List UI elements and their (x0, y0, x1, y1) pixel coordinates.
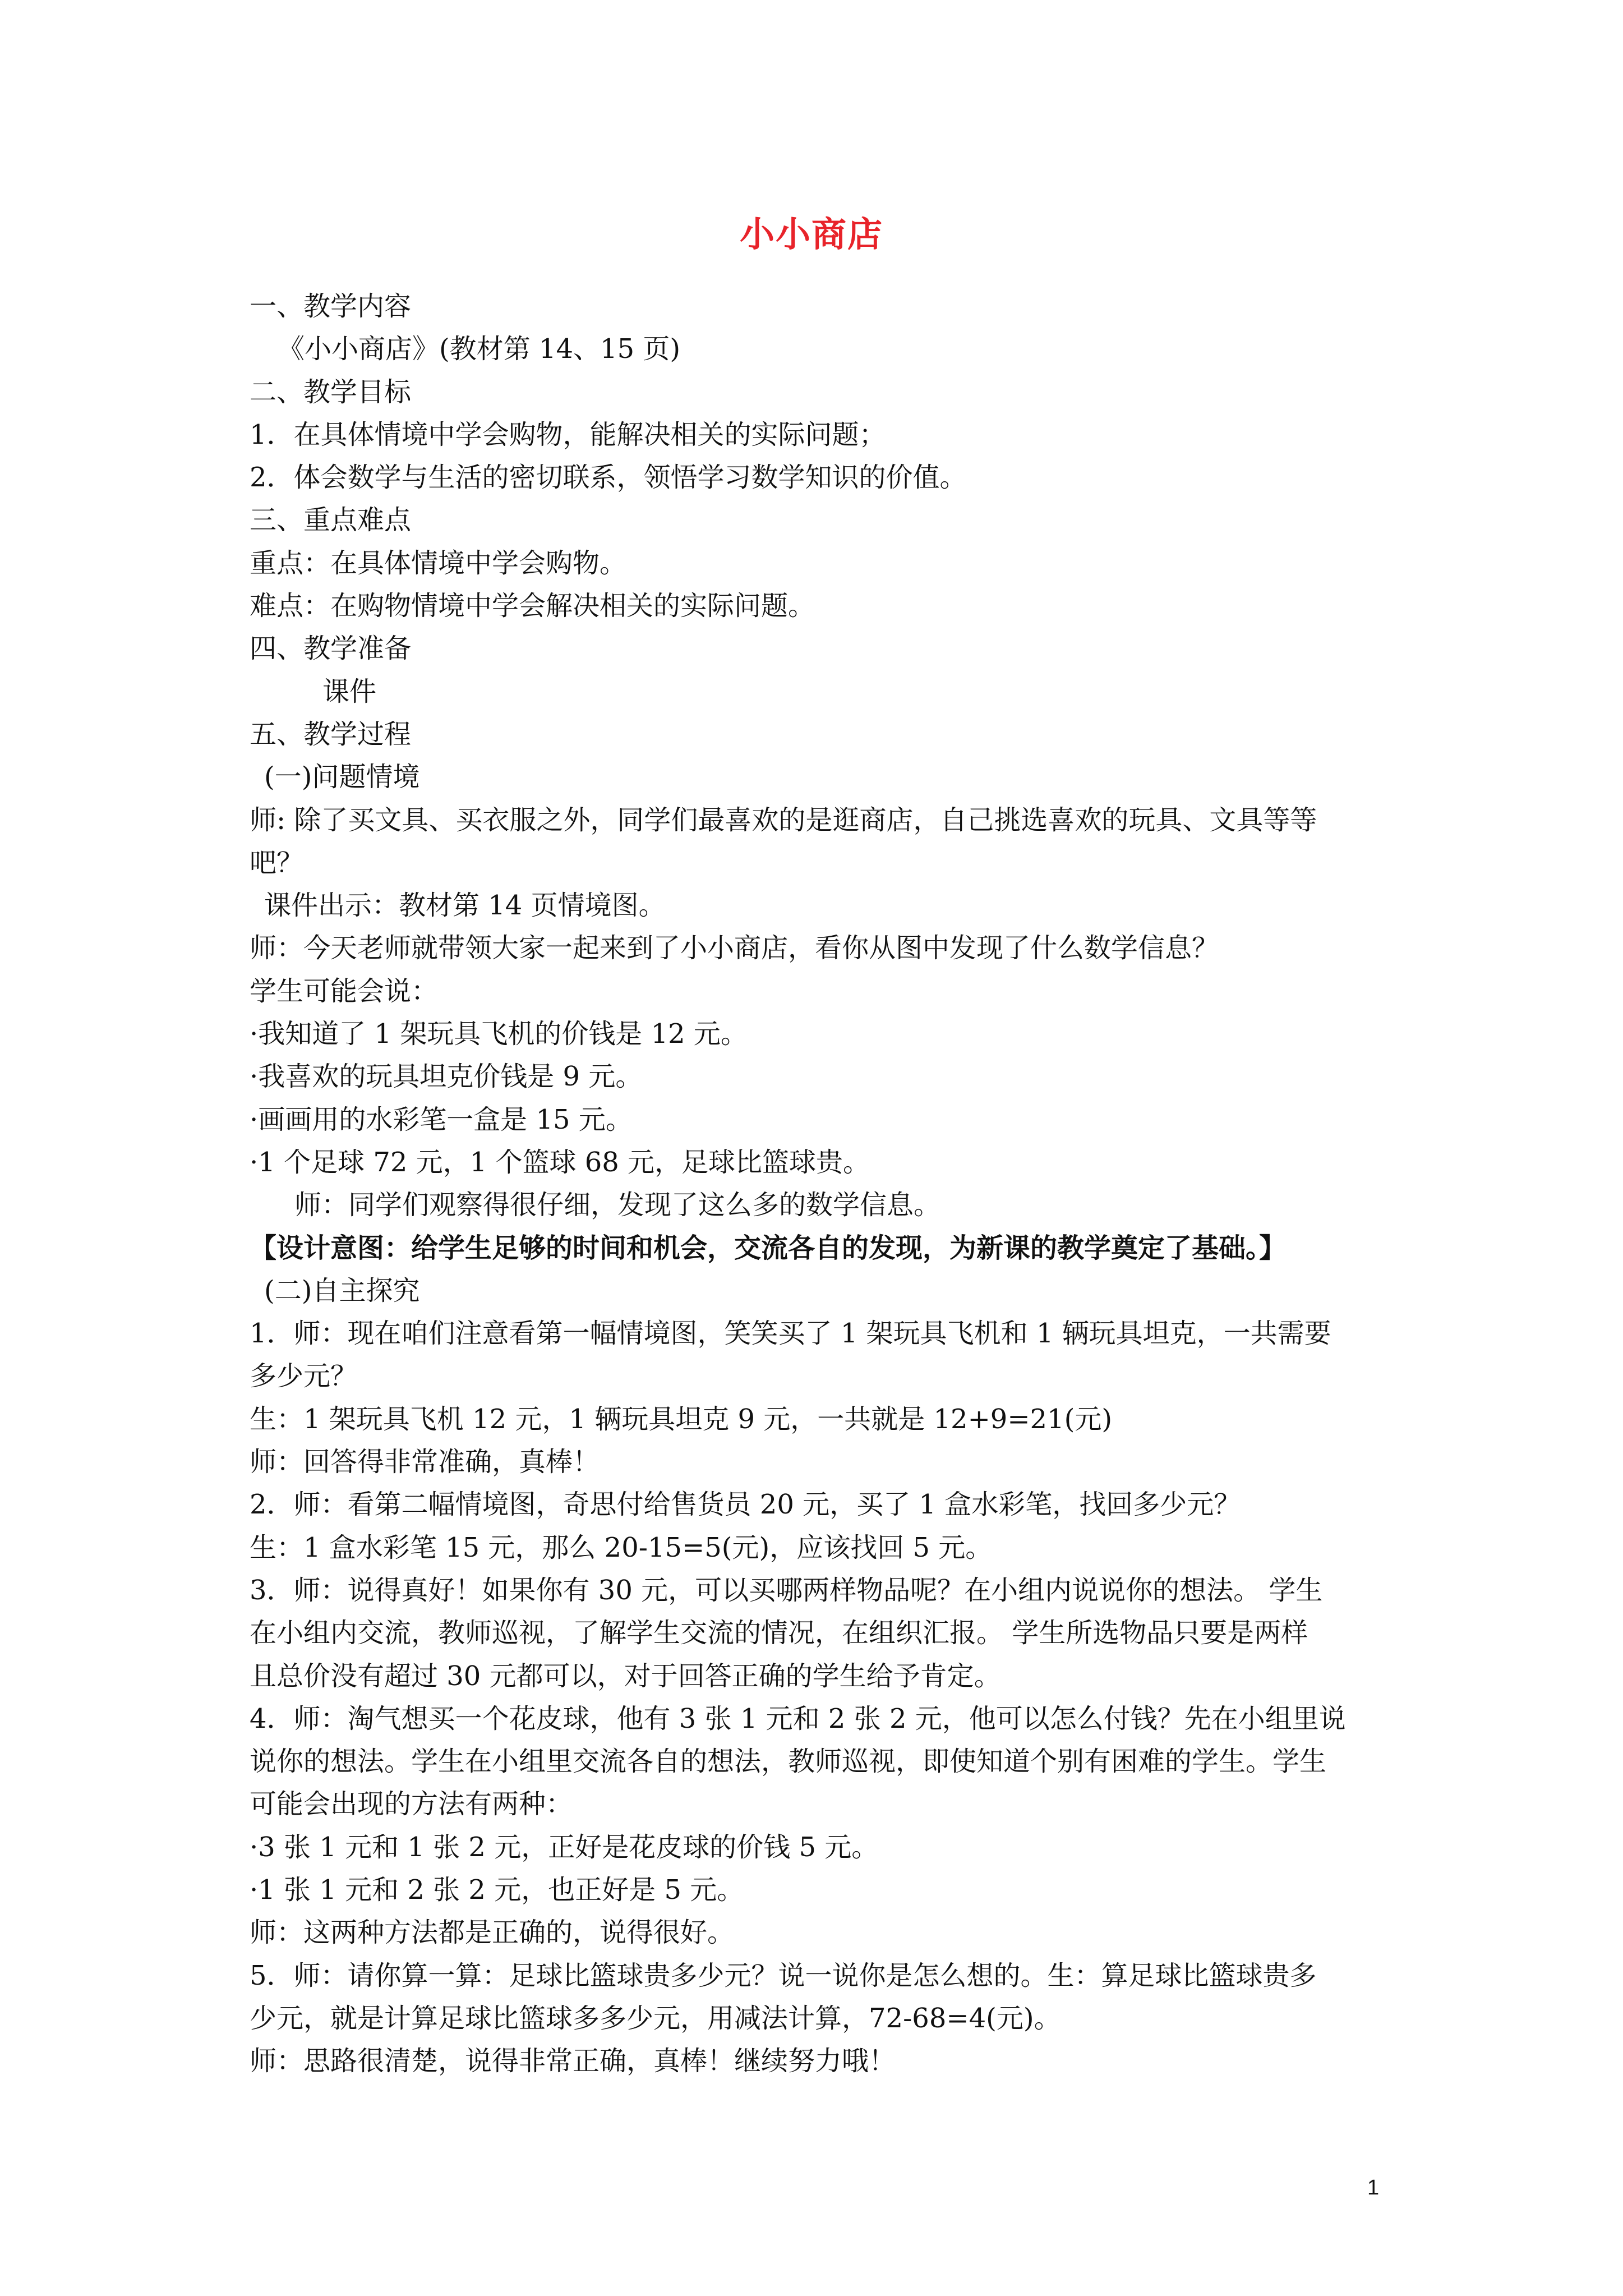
paragraph-line: 少元，就是计算足球比篮球多多少元，用减法计算，72-68=4(元)。 (250, 2002, 1061, 2034)
paragraph-line: 且总价没有超过 30 元都可以，对于回答正确的学生给予肯定。 (250, 1660, 1001, 1692)
paragraph-line: 学生可能会说： (250, 975, 439, 1007)
paragraph-line: 2．体会数学与生活的密切联系，领悟学习数学知识的价值。 (250, 462, 967, 494)
list-item: ·画画用的水彩笔一盒是 15 元。 (250, 1103, 633, 1135)
list-item: ·3 张 1 元和 1 张 2 元，正好是花皮球的价钱 5 元。 (250, 1831, 879, 1863)
paragraph-line: 在小组内交流，教师巡视，了解学生交流的情况，在组织汇报。 学生所选物品只要是两样 (250, 1617, 1308, 1649)
paragraph-line: 可能会出现的方法有两种： (250, 1788, 573, 1820)
paragraph-line: 1．在具体情境中学会购物，能解决相关的实际问题； (250, 418, 886, 450)
paragraph-line: 师: 除了买文具、买衣服之外，同学们最喜欢的是逛商店，自己挑选喜欢的玩具、文具等等 (250, 804, 1317, 836)
paragraph-line: 师：同学们观察得很仔细，发现了这么多的数学信息。 (294, 1189, 941, 1221)
paragraph-line: 《小小商店》(教材第 14、15 页) (278, 333, 681, 365)
paragraph-line: 重点：在具体情境中学会购物。 (250, 547, 627, 579)
paragraph-line: 多少元？ (250, 1360, 358, 1392)
document-title: 小小商店 (739, 214, 883, 255)
section-heading-goals: 二、教学目标 (250, 376, 412, 408)
paragraph-line: 5．师：请你算一算：足球比篮球贵多少元？说一说你是怎么想的。生：算足球比篮球贵多 (250, 1959, 1317, 1991)
paragraph-line: 3．师：说得真好！如果你有 30 元，可以买哪两样物品呢？在小组内说说你的想法。 学生 (250, 1574, 1323, 1606)
paragraph-line: 生：1 盒水彩笔 15 元，那么 20-15=5(元)，应该找回 5 元。 (250, 1531, 993, 1563)
list-item: ·我知道了 1 架玩具飞机的价钱是 12 元。 (250, 1018, 748, 1050)
paragraph-line: 4．师：淘气想买一个花皮球，他有 3 张 1 元和 2 张 2 元，他可以怎么付钱？先在小组里说 (250, 1703, 1346, 1734)
list-item: ·我喜欢的玩具坦克价钱是 9 元。 (250, 1061, 643, 1093)
paragraph-line: 说你的想法。学生在小组里交流各自的想法，教师巡视，即使知道个别有困难的学生。学生 (250, 1746, 1327, 1778)
section-heading-content: 一、教学内容 (250, 291, 412, 322)
page-number: 1 (1367, 2176, 1380, 2200)
paragraph-line: 难点：在购物情境中学会解决相关的实际问题。 (250, 590, 815, 622)
list-item: ·1 个足球 72 元，1 个篮球 68 元，足球比篮球贵。 (250, 1146, 870, 1178)
subsection-heading: (一)问题情境 (264, 761, 420, 793)
paragraph-line: 1．师：现在咱们注意看第一幅情境图，笑笑买了 1 架玩具飞机和 1 辆玩具坦克，一共需要 (250, 1318, 1331, 1350)
section-heading-process: 五、教学过程 (250, 718, 412, 750)
paragraph-line: 生：1 架玩具飞机 12 元，1 辆玩具坦克 9 元，一共就是 12+9=21(元) (250, 1403, 1113, 1435)
section-heading-key-points: 三、重点难点 (250, 504, 412, 536)
design-intent-note: 【设计意图：给学生足够的时间和机会，交流各自的发现，为新课的教学奠定了基础。】 (250, 1232, 1287, 1264)
document-body (250, 285, 1399, 2082)
paragraph-line: 课件 (322, 675, 377, 707)
list-item: ·1 张 1 元和 2 张 2 元，也正好是 5 元。 (250, 1874, 744, 1906)
paragraph-line: 2．师：看第二幅情境图，奇思付给售货员 20 元，买了 1 盒水彩笔，找回多少元？ (250, 1489, 1241, 1521)
paragraph-line: 吧？ (250, 846, 304, 878)
paragraph-line: 师：回答得非常准确，真棒！ (250, 1446, 600, 1478)
section-heading-preparation: 四、教学准备 (250, 633, 412, 665)
subsection-heading: (二)自主探究 (264, 1274, 420, 1306)
paragraph-line: 师：思路很清楚，说得非常正确，真棒！继续努力哦！ (250, 2045, 896, 2077)
paragraph-line: 师：这两种方法都是正确的，说得很好。 (250, 1917, 735, 1949)
paragraph-line: 师：今天老师就带领大家一起来到了小小商店，看你从图中发现了什么数学信息？ (250, 932, 1219, 964)
paragraph-line: 课件出示：教材第 14 页情境图。 (264, 890, 666, 922)
